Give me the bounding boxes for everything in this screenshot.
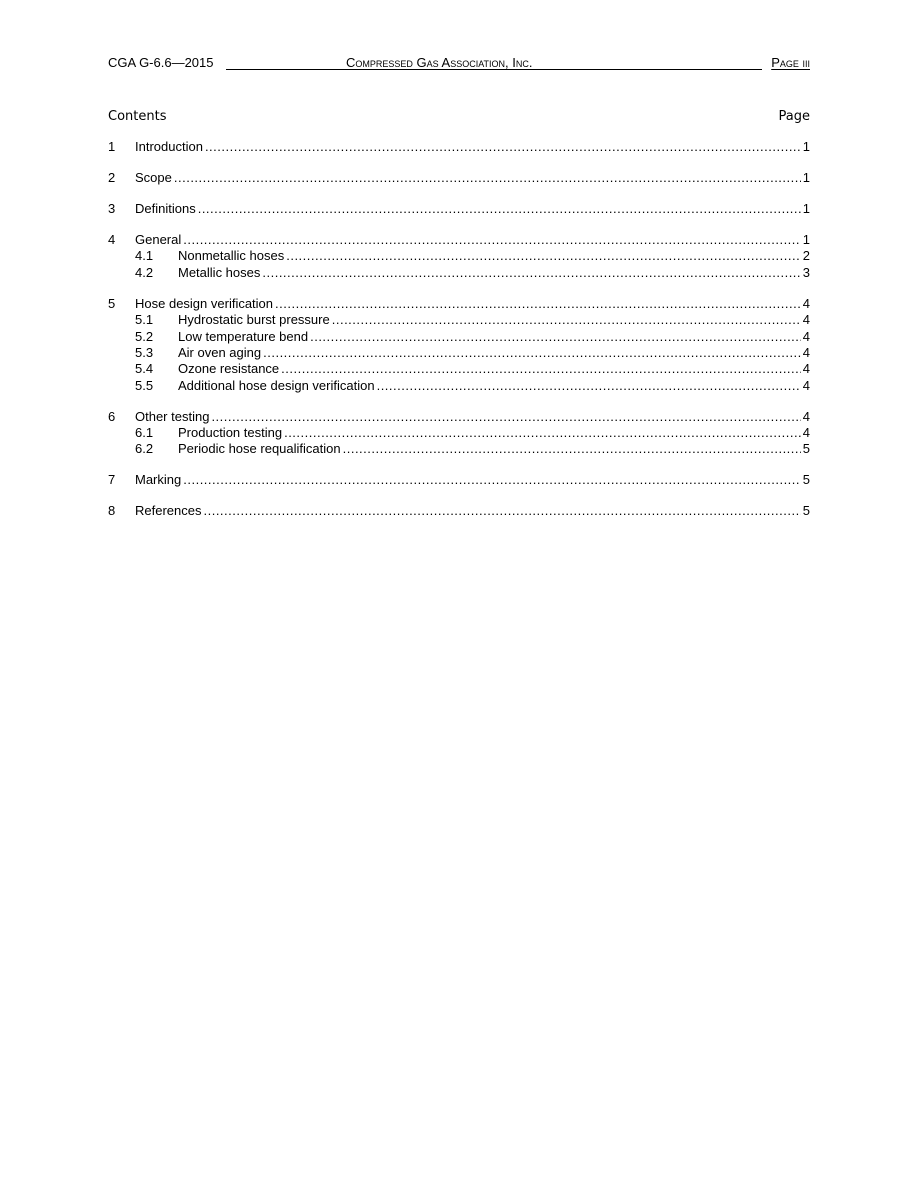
toc-entry-number: 6 — [108, 408, 116, 424]
dot-leader — [286, 248, 801, 264]
dot-leader — [205, 139, 801, 155]
toc-section-entry[interactable] — [108, 170, 810, 186]
toc-entry-number: 6.1 — [135, 425, 154, 441]
toc-subsection-entry[interactable] — [108, 378, 810, 394]
dot-leader — [211, 409, 800, 425]
dot-leader — [275, 296, 801, 312]
page-column-label: Page — [778, 109, 810, 124]
toc-entry-number: 5.5 — [135, 377, 154, 393]
toc-section — [108, 409, 810, 458]
toc-entry-title[interactable]: Other testing — [135, 408, 210, 424]
toc-entry-title[interactable]: Air oven aging — [178, 344, 262, 360]
toc-section-entry[interactable] — [108, 472, 810, 488]
dot-leader — [203, 503, 800, 519]
toc-entry-number: 4 — [108, 231, 116, 247]
toc-entry-page[interactable]: 5 — [802, 503, 810, 519]
table-of-contents — [108, 139, 810, 534]
toc-entry-page[interactable]: 4 — [802, 312, 810, 328]
toc-subsection-entry[interactable] — [108, 361, 810, 377]
toc-entry-page[interactable]: 3 — [802, 264, 810, 280]
toc-entry-number: 3 — [108, 200, 116, 216]
toc-entry-page[interactable]: 1 — [802, 139, 810, 154]
toc-entry-page[interactable]: 4 — [802, 377, 810, 393]
publisher-name: Compressed Gas Association, Inc. — [346, 55, 533, 70]
toc-entry-title[interactable]: Metallic hoses — [178, 264, 261, 280]
contents-heading — [108, 108, 810, 126]
dot-leader — [343, 441, 801, 457]
toc-entry-title[interactable]: Ozone resistance — [178, 361, 280, 377]
dot-leader — [281, 361, 801, 377]
toc-subsection-entry[interactable] — [108, 329, 810, 345]
toc-entry-number: 5.2 — [135, 328, 154, 344]
toc-entry-number: 5.1 — [135, 312, 154, 328]
dot-leader — [310, 329, 801, 345]
toc-entry-page[interactable]: 1 — [802, 169, 810, 185]
toc-entry-page[interactable]: 4 — [802, 295, 810, 311]
toc-entry-page[interactable]: 1 — [802, 231, 810, 247]
toc-entry-page[interactable]: 2 — [802, 248, 810, 264]
toc-section-entry[interactable] — [108, 232, 810, 248]
toc-section — [108, 232, 810, 281]
dot-leader — [183, 232, 801, 248]
toc-section-entry[interactable] — [108, 296, 810, 312]
toc-section-entry[interactable] — [108, 201, 810, 217]
toc-entry-number: 5.4 — [135, 361, 154, 377]
toc-section-entry[interactable] — [108, 503, 810, 519]
dot-leader — [377, 378, 801, 394]
toc-section — [108, 503, 810, 519]
toc-entry-page[interactable]: 4 — [802, 425, 810, 441]
toc-subsection-entry[interactable] — [108, 441, 810, 457]
dot-leader — [284, 425, 801, 441]
toc-entry-title[interactable]: Marking — [135, 472, 182, 488]
page-number: Page iii — [771, 55, 810, 70]
toc-entry-title[interactable]: References — [135, 503, 202, 519]
toc-entry-title[interactable]: Low temperature bend — [178, 328, 309, 344]
toc-entry-title[interactable]: Hydrostatic burst pressure — [178, 312, 330, 328]
toc-entry-number: 4.1 — [135, 248, 154, 264]
toc-entry-page[interactable]: 1 — [802, 200, 810, 216]
toc-entry-number: 5.3 — [135, 344, 154, 360]
toc-entry-number: 5 — [108, 295, 116, 311]
toc-entry-title[interactable]: Introduction — [135, 139, 203, 154]
document-id: CGA G-6.6—2015 — [108, 55, 214, 70]
dot-leader — [262, 265, 800, 281]
toc-subsection-entry[interactable] — [108, 312, 810, 328]
toc-subsection-entry[interactable] — [108, 345, 810, 361]
toc-entry-title[interactable]: Hose design verification — [135, 295, 274, 311]
toc-section — [108, 472, 810, 488]
toc-entry-title[interactable]: Production testing — [178, 425, 283, 441]
toc-entry-number: 8 — [108, 503, 116, 519]
contents-title: Contents — [108, 109, 167, 124]
page-header — [108, 55, 810, 71]
toc-entry-title[interactable]: Definitions — [135, 200, 196, 216]
dot-leader — [263, 345, 801, 361]
toc-entry-title[interactable]: Scope — [135, 169, 172, 185]
toc-subsection-entry[interactable] — [108, 265, 810, 281]
toc-entry-title[interactable]: Periodic hose requalification — [178, 441, 341, 457]
dot-leader — [198, 201, 801, 217]
toc-entry-number: 7 — [108, 472, 116, 488]
toc-subsection-entry[interactable] — [108, 248, 810, 264]
toc-section — [108, 296, 810, 394]
dot-leader — [183, 472, 801, 488]
dot-leader — [332, 312, 801, 328]
toc-entry-title[interactable]: Nonmetallic hoses — [178, 248, 285, 264]
toc-section — [108, 139, 810, 155]
toc-entry-page[interactable]: 5 — [802, 472, 810, 488]
toc-entry-number: 1 — [108, 139, 116, 154]
toc-section-entry[interactable] — [108, 409, 810, 425]
toc-entry-number: 2 — [108, 169, 116, 185]
toc-subsection-entry[interactable] — [108, 425, 810, 441]
toc-section — [108, 170, 810, 186]
toc-entry-page[interactable]: 4 — [802, 408, 810, 424]
toc-entry-number: 6.2 — [135, 441, 154, 457]
toc-entry-number: 4.2 — [135, 264, 154, 280]
toc-section-entry[interactable] — [108, 139, 810, 155]
dot-leader — [174, 170, 801, 186]
toc-entry-title[interactable]: Additional hose design verification — [178, 377, 375, 393]
toc-entry-page[interactable]: 4 — [802, 361, 810, 377]
toc-entry-title[interactable]: General — [135, 231, 182, 247]
toc-section — [108, 201, 810, 217]
toc-entry-page[interactable]: 4 — [802, 328, 810, 344]
toc-entry-page[interactable]: 4 — [802, 344, 810, 360]
toc-entry-page[interactable]: 5 — [802, 441, 810, 457]
